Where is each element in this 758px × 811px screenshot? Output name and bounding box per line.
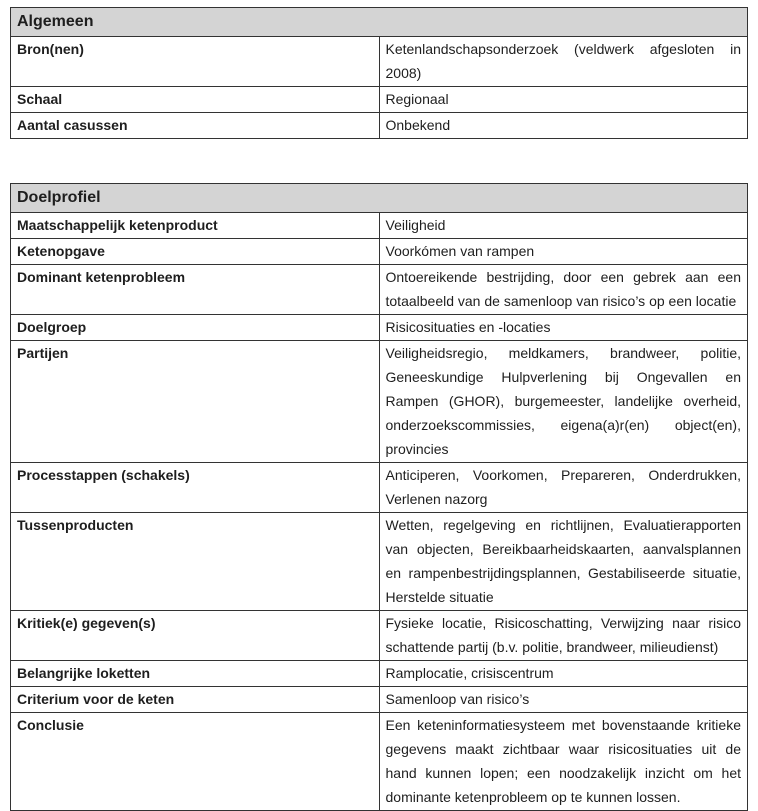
row-label: Criterium voor de keten — [11, 687, 380, 713]
table-row — [11, 341, 748, 463]
table-row — [11, 87, 748, 113]
row-value: Voorkómen van rampen — [379, 239, 748, 265]
table-row — [11, 713, 748, 811]
general-header-row — [11, 8, 748, 37]
row-value: Veiligheidsregio, meldkamers, brandweer, politie, Geneeskundige Hulpverlening bij Ongevallen en Rampen (GHOR), burgemeester, landelijke overheid, onderzoekscommissies, eigena(a)r(en) object(en), provincies — [379, 341, 748, 463]
row-label: Processtappen (schakels) — [11, 463, 380, 513]
row-value: Onbekend — [379, 113, 748, 139]
table-row — [11, 315, 748, 341]
table-row — [11, 213, 748, 239]
row-value: Een keteninformatiesysteem met bovenstaande kritieke gegevens maakt zichtbaar waar risicosituaties uit de hand kunnen lopen; een noodzakelijk inzicht om het dominante ketenprobleem op te kunnen lossen. — [379, 713, 748, 811]
row-label: Schaal — [11, 87, 380, 113]
row-value: Fysieke locatie, Risicoschatting, Verwijzing naar risico schattende partij (b.v. politie, brandweer, milieudienst) — [379, 611, 748, 661]
row-label: Tussenproducten — [11, 513, 380, 611]
table-row — [11, 661, 748, 687]
row-label: Doelgroep — [11, 315, 380, 341]
row-value: Samenloop van risico’s — [379, 687, 748, 713]
table-row — [11, 37, 748, 87]
row-label: Aantal casussen — [11, 113, 380, 139]
row-value: Regionaal — [379, 87, 748, 113]
general-table — [10, 7, 748, 139]
row-label: Partijen — [11, 341, 380, 463]
table-row — [11, 611, 748, 661]
row-label: Ketenopgave — [11, 239, 380, 265]
row-label: Dominant ketenprobleem — [11, 265, 380, 315]
table-row — [11, 239, 748, 265]
row-label: Maatschappelijk ketenproduct — [11, 213, 380, 239]
row-value: Veiligheid — [379, 213, 748, 239]
row-value: Ketenlandschapsonderzoek (veldwerk afgesloten in 2008) — [379, 37, 748, 87]
row-value: Ontoereikende bestrijding, door een gebrek aan een totaalbeeld van de samenloop van risico’s op een locatie — [379, 265, 748, 315]
row-label: Bron(nen) — [11, 37, 380, 87]
row-value: Wetten, regelgeving en richtlijnen, Evaluatierapporten van objecten, Bereikbaarheidskaarten, aanvalsplannen en rampenbestrijdingsplannen, Gestabiliseerde situatie, Herstelde situatie — [379, 513, 748, 611]
table-row — [11, 687, 748, 713]
table-row — [11, 463, 748, 513]
row-label: Kritiek(e) gegeven(s) — [11, 611, 380, 661]
profile-heading: Doelprofiel — [11, 184, 748, 213]
table-row — [11, 513, 748, 611]
profile-table — [10, 183, 748, 811]
table-row — [11, 265, 748, 315]
row-value: Ramplocatie, crisiscentrum — [379, 661, 748, 687]
row-label: Conclusie — [11, 713, 380, 811]
table-row — [11, 113, 748, 139]
row-value: Risicosituaties en -locaties — [379, 315, 748, 341]
row-label: Belangrijke loketten — [11, 661, 380, 687]
row-value: Anticiperen, Voorkomen, Prepareren, Onderdrukken, Verlenen nazorg — [379, 463, 748, 513]
general-heading: Algemeen — [11, 8, 748, 37]
profile-header-row — [11, 184, 748, 213]
